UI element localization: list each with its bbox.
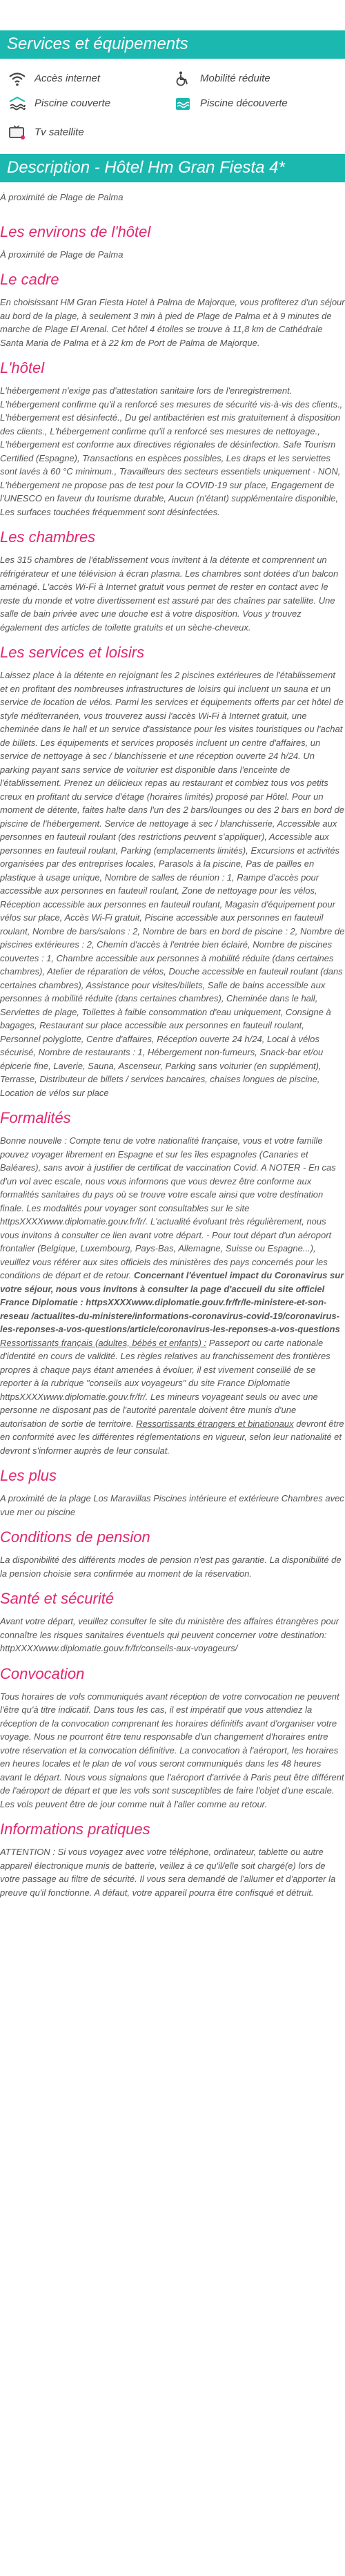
services-banner: Services et équipements xyxy=(0,30,345,59)
services-text: Laissez place à la détente en rejoignant les 2 piscines extérieures de l'établissement et en profitant des nombreuses infrastructures de loisirs qui incluent un sauna et un service de location de vélos. Parmi les services et équipements offerts par cet hôtel de style méditerranéen, vous trouverez aussi l'accès Wi-Fi à Internet gratuit, une cheminée dans le hall et un service d'assistance pour les visites touristiques ou l'achat de billets. Les équipements et services proposés incluent un centre d'affaires, un service de nettoyage à sec / blanchisserie et une réception ouverte 24 h/24. Un parking payant sans service de voiturier est disponible dans l'enceinte de l'établissement. Prenez un délicieux repas au restaurant et combiez tous vos petits creux en profitant du service d'étage (horaires limités) proposé par Hôtel. Pour un moment de détente, faites halte dans l'un des 2 bars/lounges ou des 2 bars en bord de piscine de l'hébergement. Service de nettoyage à sec / blanchisserie, Accessible aux personnes en fauteuil roulant (des restrictions peuvent s'appliquer), Accessible aux personnes en fauteuil roulant, Parking (emplacements limités), Excursions et activités organisées par des entreprises locales, Parasols à la piscine, Pas de pailles en plastique à usage unique, Nombre de salles de réunion : 1, Rampe d'accès pour accessible aux personnes en fauteuil roulant, Zone de nettoyage pour les vélos, Réception accessible aux personnes en fauteuil roulant, Magasin d'équipement pour vélos sur place, Accès Wi-Fi gratuit, Piscine accessible aux personnes en fauteuil roulant, Nombre de bars/salons : 2, Nombre de bars en bord de piscine : 2, Nombre de piscines extérieures : 2, Chemin d'accès à l'entrée bien éclairé, Nombre de piscines couvertes : 1, Chambre accessible aux personnes à mobilité réduite (dans certaines chambres), Atelier de réparation de vélos, Douche accessible en fauteuil roulant (dans certaines chambres), Assistance pour visites/billets, Salle de bains accessible aux personnes à mobilité réduite (dans certaines chambres), Cheminée dans le hall, Serviettes de plage, Toilettes à faible consommation d'eau uniquement, Consigne à bagages, Restaurant sur place accessible aux personnes en fauteuil roulant, Personnel polyglotte, Centre d'affaires, Réception ouverte 24 h/24, Local à vélos sécurisé, Nombre de restaurants : 1, Hébergement non-fumeurs, Snack-bar et/ou épicerie fine, Laverie, Sauna, Ascenseur, Parking sans voiturier (en supplément), Terrasse, Distributeur de billets / services bancaires, chaises longues de piscine, Location de vélos sur place xyxy=(0,670,345,1098)
formalites-heading: Formalités xyxy=(0,1109,71,1127)
equipment-grid xyxy=(0,59,345,125)
pension-heading: Conditions de pension xyxy=(0,1528,150,1546)
intro-text: À proximité de Plage de Palma xyxy=(0,191,124,202)
equip-tv xyxy=(7,125,338,140)
hotel-heading: L'hôtel xyxy=(0,359,45,377)
indoor-pool-icon xyxy=(7,96,28,111)
pension-text: La disponibilité des différents modes de pension n'est pas garantie. La disponibilité de la pension choisie sera confirmée au moment de la réservation. xyxy=(0,1555,342,1579)
wheelchair-icon xyxy=(172,71,193,86)
hotel-text: L'hébergement n'exige pas d'attestation sanitaire lors de l'enregistrement. L'hébergement confirme qu'il a renforcé ses mesures de sécurité vis-à-vis des clients., L'hébergement est désinfecté., Du gel antibactérien est mis gratuitement à disposition des clients., L'hébergement confirme qu'il a renforcé ses mesures de nettoyage., L'hébergement est conforme aux directives régionales de désinfection. Safe Tourism Certified (Espagne), Transactions en espèces possibles, Les draps et les serviettes sont lavés à 60 °C minimum., Travailleurs des secteurs essentiels uniquement - NON, L'hébergement ne propose pas de test pour la COVID-19 sur place, Engagement de l'UNESCO en faveur du tourisme durable, Aucun (n'étant) supplémentaire disponible, Les surfaces touchées fréquemment sont désinfectées. xyxy=(0,385,343,517)
chambres-heading: Les chambres xyxy=(0,528,96,546)
environs-heading: Les environs de l'hôtel xyxy=(0,222,151,240)
cadre-text: En choisissant HM Gran Fiesta Hotel à Palma de Majorque, vous profiterez d'un séjour au bord de la plage, à seulement 3 min à pied de Plage de Palma et à 9 minutes de marche de Plage El Arenal. Cet hôtel 4 étoiles se trouve à 11,8 km de Cathédrale Santa Maria de Palma et à 22 km de Port de Palma de Majorque. xyxy=(0,297,345,348)
plus-heading: Les plus xyxy=(0,1467,57,1485)
tv-icon xyxy=(7,125,28,140)
environs-text: À proximité de Plage de Palma xyxy=(0,249,124,260)
equip-label: Mobilité réduite xyxy=(200,73,270,85)
cadre-heading: Le cadre xyxy=(0,271,59,289)
wifi-icon xyxy=(7,71,28,86)
description-banner: Description - Hôtel Hm Gran Fiesta 4* xyxy=(0,154,345,182)
formalites-link-french[interactable]: Ressortissants français (adultes, bébés et enfants) : xyxy=(0,1337,207,1348)
tv-row xyxy=(0,125,345,154)
sante-heading: Santé et sécurité xyxy=(0,1590,115,1608)
convocation-heading: Convocation xyxy=(0,1664,85,1682)
outdoor-pool-icon xyxy=(172,96,193,111)
formalites-bold: Concernant l'éventuel impact du Coronavirus sur votre séjour, nous vous invitons à consulter la page d'accueil du site officiel France Diplomatie : httpsXXXXwww.diplomatie.gouv.fr/fr/le-ministere-et-son-reseau /actualites-du-ministere/informations-coronavirus-covid-19/coronavirus-les-reponses-a-vos-questions/article/coronavirus-les-reponses-a-vos-questions xyxy=(0,1270,344,1335)
formalites-text xyxy=(0,1134,345,1457)
sante-text: Avant votre départ, veuillez consulter le site du ministère des affaires étrangères pour connaître les risques sanitaires éventuels qui peuvent concerner votre destination: httpXXXXwww.diplomatie.gouv.fr/fr/conseils-aux-voyageurs/ xyxy=(0,1616,339,1654)
plus-text: A proximité de la plage Los Maravillas Piscines intérieure et extérieure Chambres avec vue mer ou piscine xyxy=(0,1493,344,1517)
equip-label: Piscine découverte xyxy=(200,97,288,110)
formalites-text-1: Bonne nouvelle : Compte tenu de votre nationalité française, vous et votre famille pouvez voyager librement en Espagne et sur les îles espagnoles (Canaries et Baléares), sans avoir à justifier de certificat de vaccination Covid. A NOTER - En cas d'un vol avec escale, nous vous informons que vous devrez être conforme aux formalités sanitaires du pays où se trouve votre escale ainsi que votre destination finale. Les modalités pour voyager sont consultables sur le site httpsXXXXwww.diplomatie.gouv.fr/fr/. L'actualité évoluant très régulièrement, nous vous invitons à consulter ce lien avant votre départ. - Pour tout départ d'un aéroport frontalier (Belgique, Luxembourg, Pays-Bas, Allemagne, Suisse ou Espagne...), veuillez vous référer aux sites officiels des ministères des pays concernés pour les conditions de départ et de retour. xyxy=(0,1135,336,1281)
info-heading: Informations pratiques xyxy=(0,1820,150,1838)
equip-label: Tv satellite xyxy=(34,126,84,139)
formalites-link-foreign[interactable]: Ressortissants étrangers et binationaux xyxy=(136,1418,294,1429)
chambres-text: Les 315 chambres de l'établissement vous invitent à la détente et comprennent un réfrigérateur et une télévision à écran plasma. Les chambres sont dotées d'un balcon aménagé. L'accès Wi-Fi à Internet gratuit vous permet de rester en contact avec le reste du monde et votre divertissement est assuré par des chaînes par satellite. Une salle de bain privée avec une douche est à votre disposition. Vous y trouvez également des articles de toilette gratuits et un sèche-cheveux. xyxy=(0,555,339,633)
hotel-page xyxy=(0,30,345,1923)
equip-indoor-pool xyxy=(7,96,172,111)
equip-label: Piscine couverte xyxy=(34,97,111,110)
formalites-text-3: devront être en conformité avec les différentes réglementations en vigueur, selon leur nationalité et devront s'informer auprès de leur consulat. xyxy=(0,1418,344,1456)
formalites-text-2: Passeport ou carte nationale d'identité en cours de validité. Les règles relatives au franchissement des frontières propres à chaque pays étant amenées à évoluer, il est vivement conseillé de se reporter à la rubrique "conseils aux voyageurs" du site France Diplomatie httpsXXXXwww.diplomatie.gouv.fr/fr/. Les mineurs voyageant seuls ou avec une personne ne disposant pas de l'autorité parentale doivent être munis d'une autorisation de sortie de territoire. xyxy=(0,1337,331,1429)
equip-internet xyxy=(7,71,172,86)
services-heading: Les services et loisirs xyxy=(0,644,145,662)
equip-label: Accès internet xyxy=(34,73,101,85)
convocation-text: Tous horaires de vols communiqués avant réception de votre convocation ne peuvent l'être qu'à titre indicatif. Dans tous les cas, il est impératif que vous attendiez la réception de la convocation comprenant les horaires définitifs avant d'organiser votre voyage. Nous ne pourront être tenu responsable d'un changement d'horaires entre votre réservation et la convocation définitive. La convocation à l'aéroport, les horaires en heures locales et le plan de vol vous seront communiqués dans les 48 heures avant le départ. Nous vous signalons que l'aéroport d'arrivée à Paris peut être différent de l'aéroport de départ et que les vols sont susceptibles de faire l'objet d'une escale. Les vols peuvent être de jour comme nuit à l'aller comme au retour. xyxy=(0,1691,344,1809)
equip-mobility xyxy=(172,71,338,86)
description-content xyxy=(0,182,345,1923)
equip-outdoor-pool xyxy=(172,96,338,111)
info-text: ATTENTION : Si vous voyagez avec votre téléphone, ordinateur, tablette ou autre appareil électronique munis de batterie, veillez à ce qu'il/elle soit chargé(e) lors de votre passage au filtre de sécurité. Il vous sera demandé de l'allumer et d'apporter la preuve qu'il fonctionne. A défaut, votre appareil pourra être confisqué et détruit. xyxy=(0,1847,336,1898)
